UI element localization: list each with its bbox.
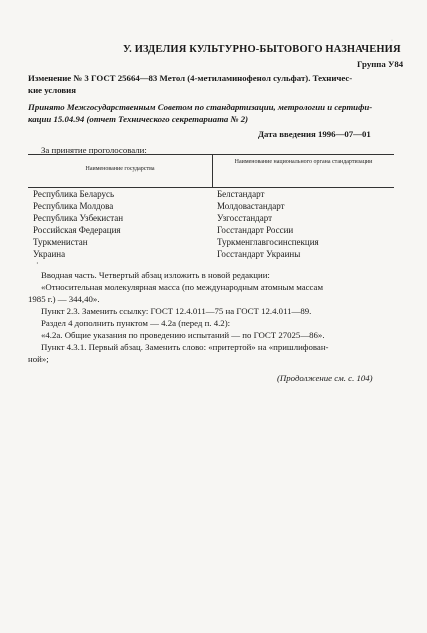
table-cell-state: Украина: [33, 249, 66, 259]
table-cell-state: Республика Беларусь: [33, 189, 115, 199]
paragraph-molar-mass-2: 1985 г.) — 344,40».: [28, 294, 100, 304]
table-cell-state: Туркменистан: [33, 237, 88, 247]
continued-note: (Продолжение см. с. 104): [277, 373, 373, 383]
table-top-rule: [28, 154, 394, 155]
accepted-line-1: Принято Межгосударственным Советом по стандартизации, метрологии и сертифи-: [28, 102, 373, 112]
change-title-line-2: кие условия: [28, 85, 76, 95]
paragraph-clause-4-2a: «4.2а. Общие указания по проведению испытаний — по ГОСТ 27025—86».: [41, 330, 325, 340]
paragraph-clause-2-3: Пункт 2.3. Заменить ссылку: ГОСТ 12.4.011—75 на ГОСТ 12.4.011—89.: [41, 306, 312, 316]
vote-intro: За принятие проголосовали:: [41, 145, 147, 155]
col-header-standards-body: Наименование национального органа стандартизации: [234, 159, 373, 165]
table-cell-body: Госстандарт Украины: [217, 249, 301, 259]
table-cell-body: Молдовастандарт: [217, 201, 285, 211]
paragraph-intro: Вводная часть. Четвертый абзац изложить в новой редакции:: [41, 270, 270, 280]
table-cell-body: Узгосстандарт: [217, 213, 273, 223]
paragraph-section-4: Раздел 4 дополнить пунктом — 4.2а (перед п. 4.2):: [41, 318, 231, 328]
effective-date: Дата введения 1996—07—01: [258, 129, 371, 139]
accepted-line-2: кации 15.04.94 (отчет Технического секретариата № 2): [28, 114, 249, 124]
paragraph-clause-4-3-1-2: ной»;: [28, 354, 49, 364]
table-cell-body: Туркменглавгосинспекция: [217, 237, 319, 247]
paragraph-molar-mass-1: «Относительная молекулярная масса (по международным атомным массам: [41, 282, 324, 292]
col-header-state: Наименование государства: [85, 166, 155, 172]
change-title-line-1: Изменение № 3 ГОСТ 25664—83 Метол (4-метиламинофенол сульфат). Техничес-: [28, 73, 353, 83]
table-cell-body: Белстандарт: [217, 189, 265, 199]
table-cell-body: Госстандарт России: [217, 225, 294, 235]
table-cell-state: Республика Узбекистан: [33, 213, 124, 223]
paragraph-clause-4-3-1-1: Пункт 4.3.1. Первый абзац. Заменить слово: «притертой» на «пришлифован-: [41, 342, 329, 352]
page-mark: ·: [391, 38, 393, 44]
table-header-rule: [28, 187, 394, 188]
table-trailing-mark: ·: [36, 259, 39, 268]
section-title: У. ИЗДЕЛИЯ КУЛЬТУРНО-БЫТОВОГО НАЗНАЧЕНИЯ: [123, 44, 401, 55]
table-cell-state: Республика Молдова: [33, 201, 114, 211]
table-cell-state: Российская Федерация: [33, 225, 121, 235]
group-code: Группа У84: [357, 59, 404, 69]
